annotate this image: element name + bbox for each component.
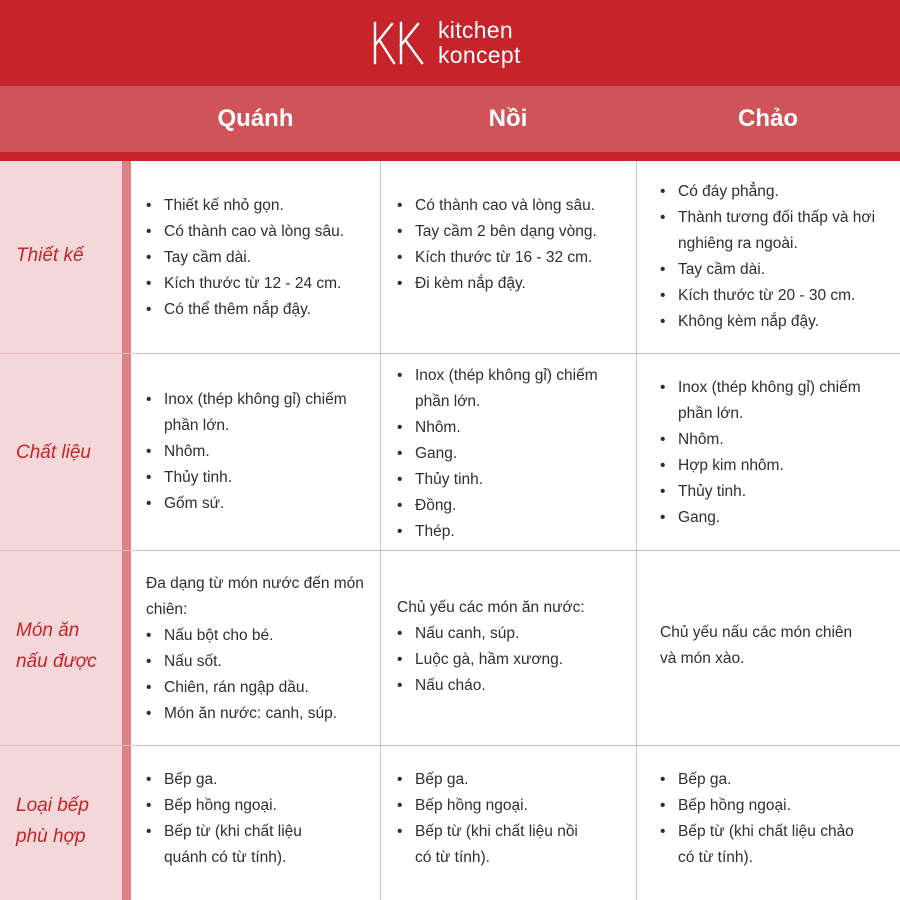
cell-thiet-ke-quanh (146, 193, 372, 323)
list-item: • Thiết kế nhỏ gọn. (146, 193, 372, 219)
list-item: • Có thể thêm nắp đậy. (146, 297, 372, 323)
bullet-list (146, 767, 346, 871)
cell-loai-bep-quanh (146, 767, 346, 871)
row-divider (0, 745, 900, 746)
list-item: • Thủy tinh. (397, 467, 629, 493)
brand-header (0, 0, 900, 86)
list-item: • Gang. (660, 505, 888, 531)
list-item: • Gốm sứ. (146, 491, 372, 517)
list-item: • Luộc gà, hầm xương. (397, 647, 629, 673)
list-item: • Bếp hồng ngoại. (146, 793, 346, 819)
column-header-chao: Chảo (738, 105, 798, 132)
bullet-list (397, 767, 597, 871)
row-label-loai-bep: Loại bếp phù hợp (16, 795, 89, 847)
kitchen-koncept-logo (370, 18, 521, 68)
list-item: • Bếp hồng ngoại. (660, 793, 860, 819)
column-divider (636, 161, 637, 900)
bullet-list (660, 375, 888, 531)
bullet-list (146, 387, 372, 517)
list-item: • Nấu sốt. (146, 649, 372, 675)
list-item: • Hợp kim nhôm. (660, 453, 888, 479)
list-item: • Thành tương đối thấp và hơi nghiêng ra ngoài. (660, 205, 888, 257)
bullet-list (397, 193, 629, 297)
row-label-mon-an: Món ăn nấu được (16, 620, 97, 672)
brand-name (438, 18, 521, 68)
list-item: • Tay cầm dài. (660, 257, 888, 283)
cell-intro-text: Chủ yếu nấu các món chiên và món xào. (660, 624, 853, 667)
cell-chat-lieu-quanh (146, 387, 372, 517)
list-item: • Inox (thép không gỉ) chiếm phần lớn. (397, 363, 629, 415)
cell-intro-text: Đa dạng từ món nước đến món chiên: (146, 575, 364, 618)
bullet-list (146, 193, 372, 323)
cell-loai-bep-chao (660, 767, 860, 871)
list-item: • Bếp từ (khi chất liệu chảo có từ tính). (660, 819, 860, 871)
list-item: • Thủy tinh. (146, 465, 372, 491)
cell-chat-lieu-chao (660, 375, 888, 531)
list-item: • Bếp từ (khi chất liệu nồi có từ tính). (397, 819, 597, 871)
cell-mon-an-quanh (146, 571, 372, 727)
list-item: • Bếp ga. (146, 767, 346, 793)
bullet-list (660, 767, 860, 871)
list-item: • Thủy tinh. (660, 479, 888, 505)
list-item: • Kích thước từ 12 - 24 cm. (146, 271, 372, 297)
brand-line-1: kitchen (438, 17, 513, 43)
list-item: • Inox (thép không gỉ) chiếm phần lớn. (660, 375, 888, 427)
list-item: • Nấu canh, súp. (397, 621, 629, 647)
list-item: • Kích thước từ 16 - 32 cm. (397, 245, 629, 271)
list-item: • Chiên, rán ngập dầu. (146, 675, 372, 701)
list-item: • Bếp ga. (397, 767, 597, 793)
cell-loai-bep-noi (397, 767, 597, 871)
bullet-list (397, 363, 629, 545)
list-item: • Nhôm. (660, 427, 888, 453)
list-item: • Nấu cháo. (397, 673, 629, 699)
list-item: • Đi kèm nắp đậy. (397, 271, 629, 297)
cell-mon-an-noi (397, 595, 629, 699)
cell-intro-text: Chủ yếu các món ăn nước: (397, 599, 585, 616)
list-item: • Có đáy phẳng. (660, 179, 888, 205)
cell-thiet-ke-chao (660, 179, 888, 335)
row-label-chat-lieu: Chất liệu (16, 442, 91, 463)
list-item: • Tay cầm 2 bên dạng vòng. (397, 219, 629, 245)
list-item: • Nhôm. (397, 415, 629, 441)
cell-mon-an-chao (660, 620, 860, 672)
list-item: • Bếp từ (khi chất liệu quánh có từ tính). (146, 819, 346, 871)
list-item: • Bếp hồng ngoại. (397, 793, 597, 819)
bullet-list (146, 623, 372, 727)
row-label-thiet-ke: Thiết kế (16, 245, 84, 266)
row-divider (0, 550, 900, 551)
list-item: • Nhôm. (146, 439, 372, 465)
row-label-accent-bar (122, 161, 131, 900)
column-header-quanh: Quánh (217, 105, 294, 132)
list-item: • Tay cầm dài. (146, 245, 372, 271)
list-item: • Gang. (397, 441, 629, 467)
list-item: • Inox (thép không gỉ) chiếm phần lớn. (146, 387, 372, 439)
list-item: • Đồng. (397, 493, 629, 519)
list-item: • Bếp ga. (660, 767, 860, 793)
list-item: • Có thành cao và lòng sâu. (397, 193, 629, 219)
list-item: • Không kèm nắp đậy. (660, 309, 888, 335)
list-item: • Có thành cao và lòng sâu. (146, 219, 372, 245)
column-header-row (0, 86, 900, 152)
row-divider (0, 353, 900, 354)
cell-thiet-ke-noi (397, 193, 629, 297)
column-divider (380, 161, 381, 900)
kk-monogram-icon (370, 19, 428, 67)
bullet-list (660, 179, 888, 335)
column-header-noi: Nồi (488, 105, 528, 132)
list-item: • Món ăn nước: canh, súp. (146, 701, 372, 727)
list-item: • Thép. (397, 519, 629, 545)
list-item: • Kích thước từ 20 - 30 cm. (660, 283, 888, 309)
bullet-list (397, 621, 629, 699)
list-item: • Nấu bột cho bé. (146, 623, 372, 649)
cell-chat-lieu-noi (397, 363, 629, 545)
brand-line-2: koncept (438, 42, 521, 68)
header-divider (0, 152, 900, 161)
